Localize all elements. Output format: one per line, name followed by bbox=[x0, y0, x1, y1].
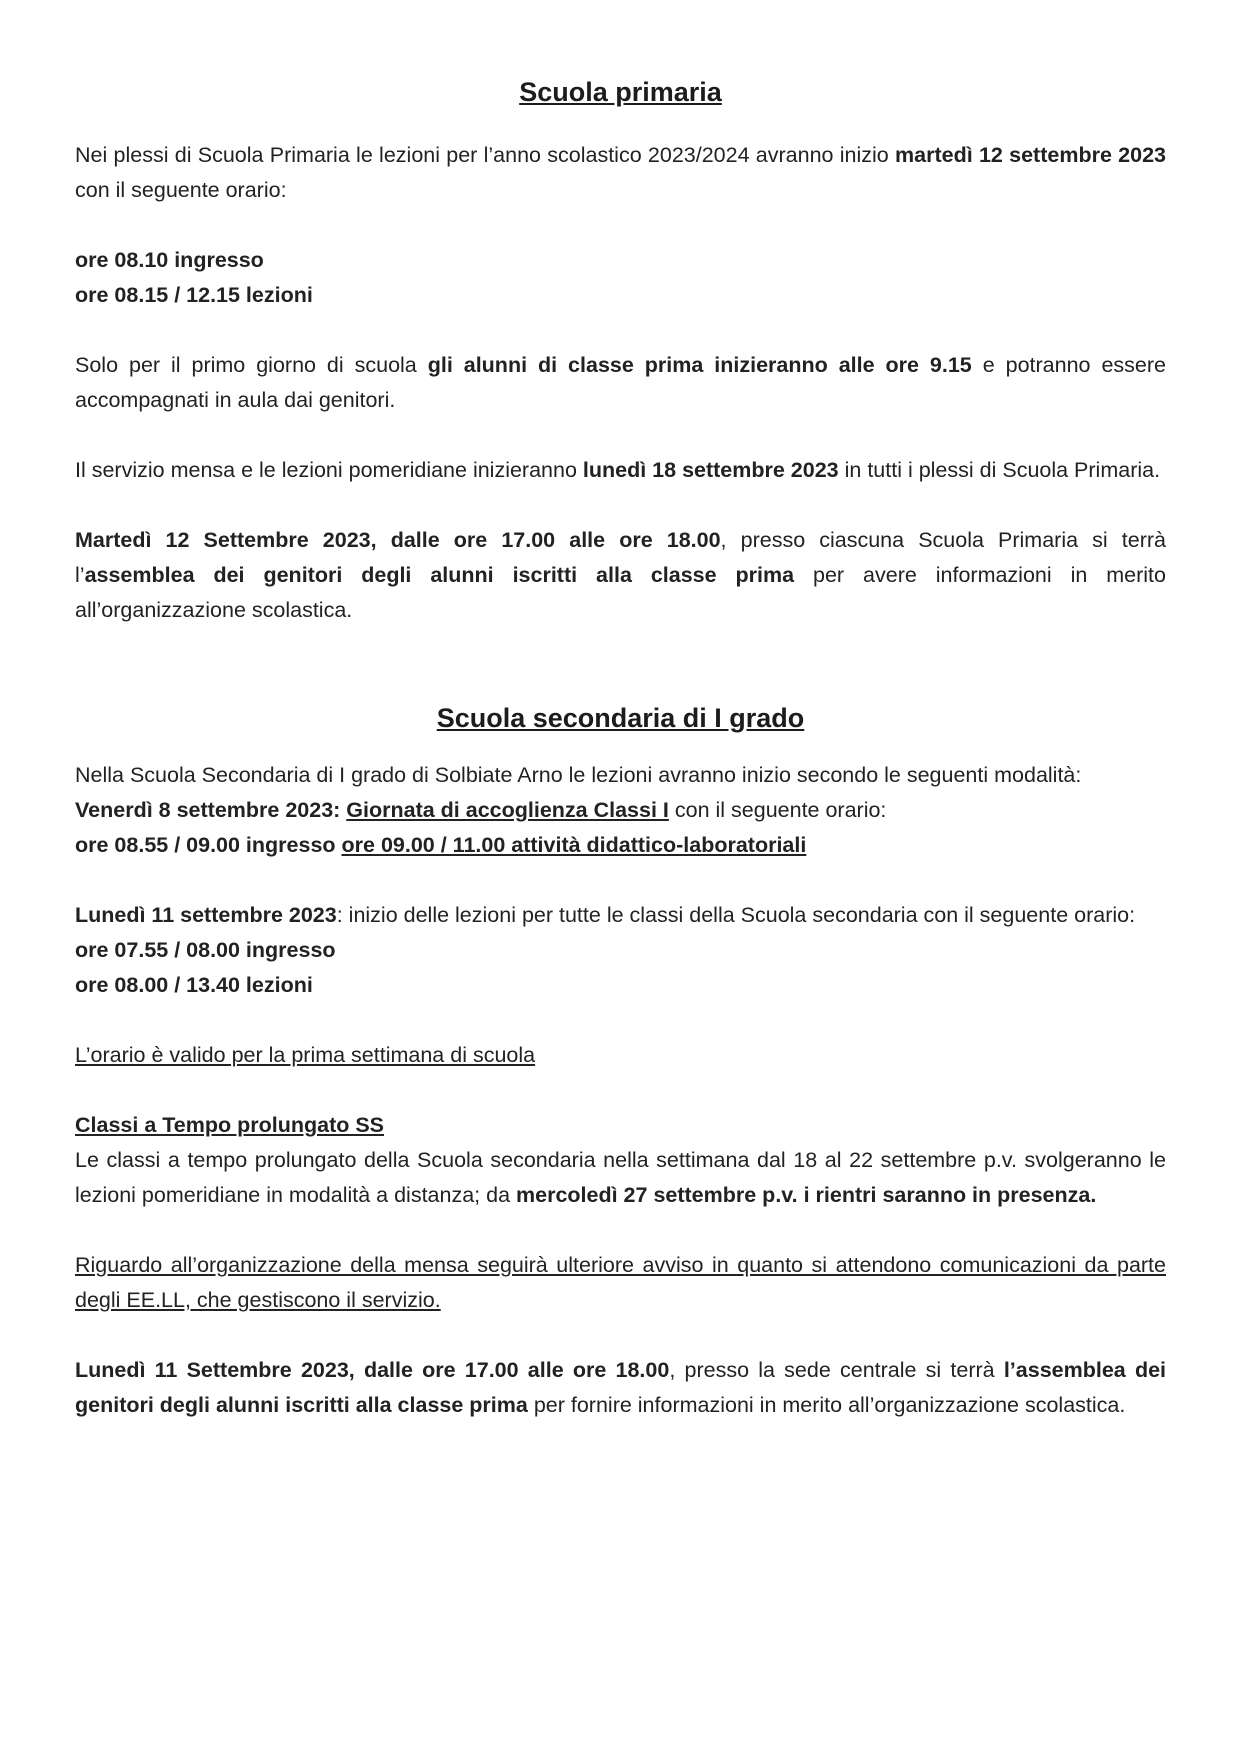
heading-scuola-primaria: Scuola primaria bbox=[519, 77, 722, 107]
paragraph-primaria-inizio: Nei plessi di Scuola Primaria le lezioni per l’anno scolastico 2023/2024 avranno inizio martedì 12 settembre 2023 con il seguente orario: bbox=[75, 143, 1166, 202]
line-secondaria-orario-accoglienza: ore 08.55 / 09.00 ingresso ore 09.00 / 11.00 attività didattico-laboratoriali bbox=[75, 833, 807, 857]
paragraph-secondaria-intro: Nella Scuola Secondaria di I grado di Solbiate Arno le lezioni avranno inizio secondo le seguenti modalità: bbox=[75, 763, 1082, 787]
schedule-secondaria-lezioni: ore 08.00 / 13.40 lezioni bbox=[75, 973, 313, 997]
schedule-secondaria-ingresso: ore 07.55 / 08.00 ingresso bbox=[75, 938, 336, 962]
paragraph-tempo-prolungato: Le classi a tempo prolungato della Scuola secondaria nella settimana dal 18 al 22 settembre p.v. svolgeranno le lezioni pomeridiane in modalità a distanza; da mercoledì 27 settembre p.v. i rientri saranno in presenza. bbox=[75, 1148, 1166, 1207]
paragraph-primaria-assemblea: Martedì 12 Settembre 2023, dalle ore 17.00 alle ore 18.00, presso ciascuna Scuola Primaria si terrà l’assemblea dei genitori degli alunni iscritti alla classe prima per avere informazioni in merito all’organizzazione scolastica. bbox=[75, 528, 1166, 622]
note-orario-valido: L’orario è valido per la prima settimana di scuola bbox=[75, 1043, 536, 1067]
heading-tempo-prolungato: Classi a Tempo prolungato SS bbox=[75, 1113, 385, 1137]
schedule-primaria-lezioni: ore 08.15 / 12.15 lezioni bbox=[75, 283, 313, 307]
line-secondaria-accoglienza: Venerdì 8 settembre 2023: Giornata di accoglienza Classi I con il seguente orario: bbox=[75, 798, 887, 822]
schedule-primaria-ingresso: ore 08.10 ingresso bbox=[75, 248, 264, 272]
paragraph-secondaria-inizio-lezioni: Lunedì 11 settembre 2023: inizio delle lezioni per tutte le classi della Scuola secondaria con il seguente orario: bbox=[75, 903, 1136, 927]
paragraph-secondaria-assemblea: Lunedì 11 Settembre 2023, dalle ore 17.00 alle ore 18.00, presso la sede centrale si terrà l’assemblea dei genitori degli alunni iscritti alla classe prima per fornire informazioni in merito all’organizzazione scolastica. bbox=[75, 1358, 1167, 1417]
heading-scuola-secondaria: Scuola secondaria di I grado bbox=[436, 703, 805, 733]
document-page bbox=[75, 74, 1166, 1423]
paragraph-primaria-mensa: Il servizio mensa e le lezioni pomeridiane inizieranno lunedì 18 settembre 2023 in tutti i plessi di Scuola Primaria. bbox=[75, 458, 1161, 482]
paragraph-mensa-avviso: Riguardo all’organizzazione della mensa seguirà ulteriore avviso in quanto si attendono comunicazioni da parte degli EE.LL, che gestiscono il servizio. bbox=[75, 1253, 1166, 1312]
paragraph-primaria-classe-prima: Solo per il primo giorno di scuola gli alunni di classe prima inizieranno alle ore 9.15 e potranno essere accompagnati in aula dai genitori. bbox=[75, 353, 1166, 412]
